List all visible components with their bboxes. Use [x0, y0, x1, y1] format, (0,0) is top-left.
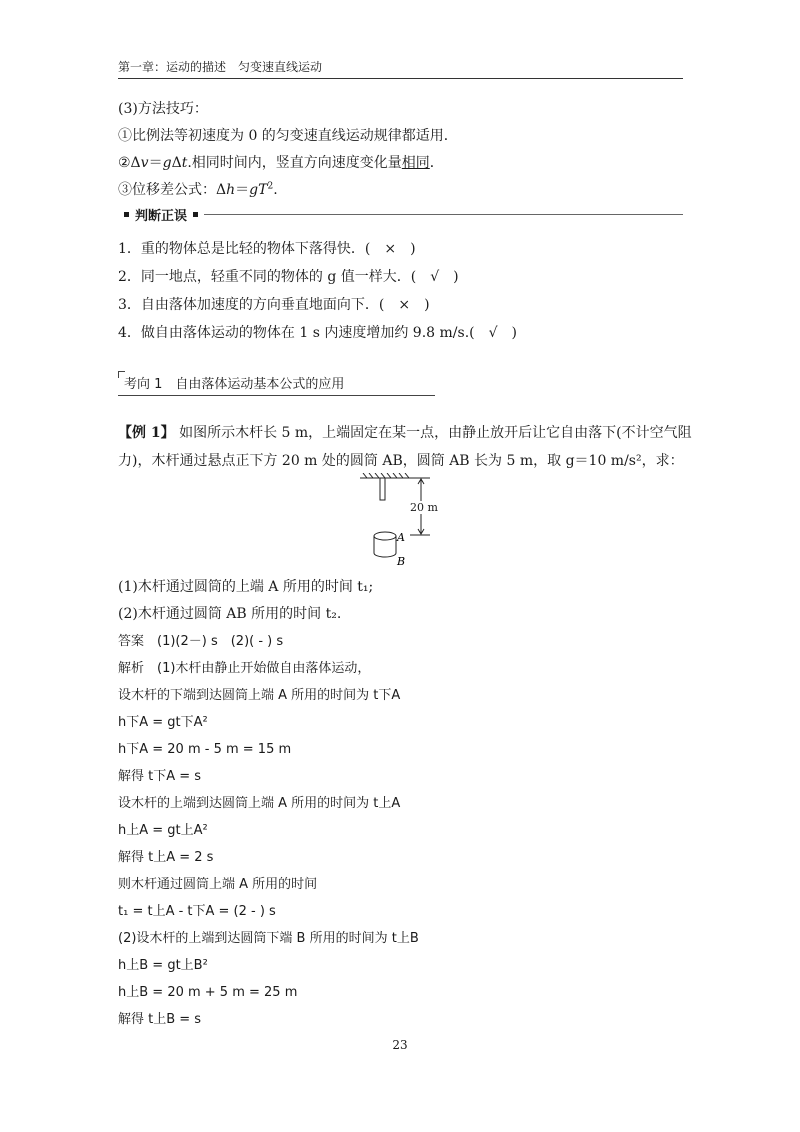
methods-title: (3)方法技巧： — [118, 101, 208, 117]
question-1: (1)木杆通过圆筒的上端 A 所用的时间 t₁; — [118, 579, 374, 595]
analysis-line: 设木杆的上端到达圆筒上端 A 所用的时间为 t上A — [118, 796, 401, 811]
analysis-line: t₁ = t上A - t下A = (2 - ) s — [118, 904, 276, 919]
text: t — [181, 155, 188, 171]
text: gT — [249, 182, 268, 198]
topic-heading — [118, 373, 435, 396]
question-2: (2)木杆通过圆筒 AB 所用的时间 t₂. — [118, 606, 342, 622]
analysis-line: 设木杆的下端到达圆筒上端 A 所用的时间为 t下A — [118, 688, 401, 703]
page-header: 第一章：运动的描述 匀变速直线运动 — [118, 58, 683, 79]
figure-rod-cylinder — [355, 473, 455, 573]
example-line-2: 力)，木杆通过悬点正下方 20 m 处的圆筒 AB，圆筒 AB 长为 5 m，取 g＝10 m/s²，求： — [118, 453, 684, 469]
text: ． — [429, 155, 444, 171]
analysis-line: h上B = gt上B² — [118, 958, 208, 973]
corner-mark — [118, 371, 125, 378]
method-item-3 — [118, 179, 278, 199]
text: .相同时间内，竖直方向速度变化量 — [187, 155, 402, 171]
page-number: 23 — [392, 1038, 408, 1052]
example-label: 【例 1】 — [118, 425, 175, 441]
answer: 答案 (1)(2－) s (2)( - ) s — [118, 634, 284, 649]
text: Δ — [171, 155, 182, 171]
text: ＝ — [148, 155, 163, 171]
divider — [204, 214, 683, 215]
example-line-1 — [118, 422, 692, 442]
text: ③位移差公式：Δ — [118, 182, 227, 198]
text: v — [140, 155, 149, 171]
text: g — [162, 155, 172, 171]
text: ②Δ — [118, 155, 141, 171]
analysis-line: 解得 t上A = 2 s — [118, 850, 214, 865]
analysis-line: h上B = 20 m + 5 m = 25 m — [118, 985, 298, 1000]
analysis-line: (2)设木杆的上端到达圆筒下端 B 所用的时间为 t上B — [118, 931, 419, 946]
judge-item: 2．同一地点，轻重不同的物体的 g 值一样大．( √ ) — [118, 269, 459, 285]
method-item-2 — [118, 152, 444, 172]
figure-label-A: A — [397, 531, 405, 544]
analysis-line: 则木杆通过圆筒上端 A 所用的时间 — [118, 877, 318, 892]
judge-section-tag — [118, 205, 683, 224]
judge-item: 4．做自由落体运动的物体在 1 s 内速度增加约 9.8 m/s.( √ ) — [118, 325, 517, 341]
judge-item: 3．自由落体加速度的方向垂直地面向下．( × ) — [118, 297, 430, 313]
text: h — [226, 182, 236, 198]
judge-item: 1．重的物体总是比轻的物体下落得快．( × ) — [118, 241, 416, 257]
analysis-line: 解得 t上B = s — [118, 1012, 202, 1027]
ceiling-hatch — [360, 473, 410, 478]
analysis-line: 解得 t下A = s — [118, 769, 202, 784]
analysis-line: h下A = 20 m - 5 m = 15 m — [118, 742, 292, 757]
example-text: 如图所示木杆长 5 m，上端固定在某一点，由静止放开后让它自由落下(不计空气阻 — [179, 425, 692, 441]
analysis-line: h上A = gt上A² — [118, 823, 208, 838]
topic-heading-text: 考向 1 自由落体运动基本公式的应用 — [124, 377, 345, 392]
cylinder — [374, 532, 396, 557]
analysis-line: h下A = gt下A² — [118, 715, 208, 730]
figure-label-B: B — [397, 555, 406, 568]
text: . — [273, 182, 278, 198]
figure-distance-label: 20 m — [410, 501, 438, 514]
square-bullet-icon — [124, 212, 129, 217]
judge-title: 判断正误 — [135, 209, 188, 224]
rod — [380, 478, 385, 500]
text: ＝ — [235, 182, 250, 198]
method-item-1: ①比例法等初速度为 0 的匀变速直线运动规律都适用． — [118, 128, 458, 144]
superscript: 2 — [267, 181, 274, 192]
square-bullet-icon — [193, 212, 198, 217]
analysis-line: 解析 (1)木杆由静止开始做自由落体运动， — [118, 661, 371, 676]
underlined-answer: 相同 — [401, 155, 430, 171]
